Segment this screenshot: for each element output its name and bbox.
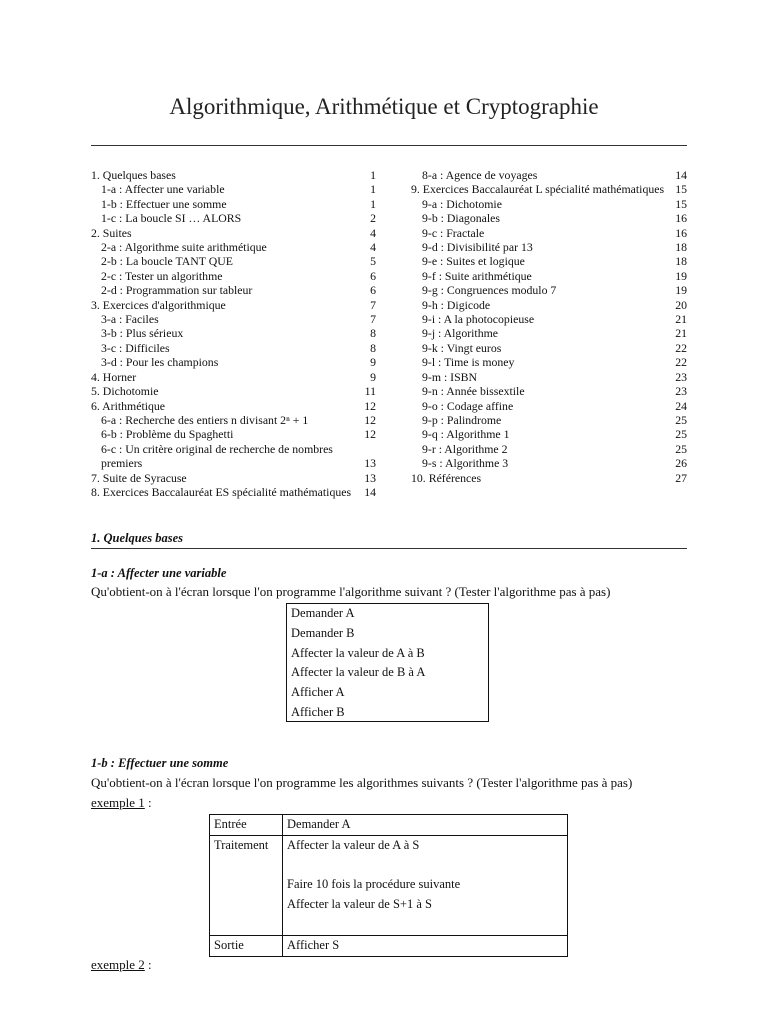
toc-entry-label: 2-b : La boucle TANT QUE bbox=[101, 254, 233, 269]
algorithm-box-1a bbox=[286, 603, 489, 722]
toc-entry-label: 7. Suite de Syracuse bbox=[91, 470, 187, 485]
toc-entry[interactable] bbox=[91, 326, 376, 340]
toc-entry[interactable] bbox=[411, 240, 687, 254]
toc-entry-page: 1 bbox=[370, 182, 376, 197]
toc-entry[interactable] bbox=[411, 298, 687, 312]
algo-line: Affecter la valeur de B à A bbox=[291, 665, 426, 680]
toc-entry-label: 9-h : Digicode bbox=[422, 297, 491, 312]
toc-entry-label: 9-o : Codage affine bbox=[422, 398, 514, 413]
toc-entry[interactable] bbox=[411, 197, 687, 211]
toc-entry-page: 7 bbox=[370, 297, 376, 312]
toc-entry[interactable] bbox=[91, 370, 376, 384]
toc-entry[interactable] bbox=[91, 355, 376, 369]
algo-line: Demander A bbox=[291, 606, 355, 620]
toc-entry-label: 3-c : Difficiles bbox=[101, 340, 170, 355]
page-title: Algorithmique, Arithmétique et Cryptographie bbox=[169, 94, 599, 119]
toc-entry-label: 9-m : ISBN bbox=[422, 369, 478, 384]
toc-entry-page: 16 bbox=[675, 225, 687, 240]
traitement-line: Affecter la valeur de S+1 à S bbox=[287, 897, 432, 912]
toc-entry-page: 25 bbox=[675, 427, 687, 442]
toc-entry-page: 4 bbox=[370, 225, 376, 240]
toc-entry-page: 9 bbox=[370, 355, 376, 370]
toc-entry[interactable] bbox=[411, 312, 687, 326]
toc-entry[interactable] bbox=[91, 427, 376, 441]
section-heading-quelques-bases: 1. Quelques bases bbox=[91, 531, 184, 545]
toc-entry[interactable] bbox=[411, 326, 687, 340]
toc-entry[interactable] bbox=[91, 413, 376, 427]
sortie-label: Sortie bbox=[210, 935, 283, 956]
toc-entry[interactable] bbox=[91, 485, 376, 499]
toc-entry-label: 2. Suites bbox=[91, 225, 132, 240]
toc-entry-label: 9-d : Divisibilité par 13 bbox=[422, 240, 533, 255]
algorithm-table-example-1 bbox=[209, 814, 568, 957]
toc-entry[interactable] bbox=[411, 254, 687, 268]
toc-entry-page: 1 bbox=[370, 196, 376, 211]
toc-entry[interactable] bbox=[91, 182, 376, 196]
toc-entry[interactable] bbox=[91, 384, 376, 398]
toc-entry-label: 9-a : Dichotomie bbox=[422, 196, 502, 211]
toc-entry[interactable] bbox=[91, 211, 376, 225]
toc-entry[interactable] bbox=[411, 427, 687, 441]
toc-entry-page: 1 bbox=[370, 168, 376, 182]
toc-entry[interactable] bbox=[91, 341, 376, 355]
toc-entry-page: 15 bbox=[675, 196, 687, 211]
question-1a: Qu'obtient-on à l'écran lorsque l'on programme l'algorithme suivant ? (Tester l'algorithme pas à pas) bbox=[91, 584, 611, 599]
toc-entry-label: 9-k : Vingt euros bbox=[422, 340, 502, 355]
toc-entry-label: 9-p : Palindrome bbox=[422, 412, 502, 427]
toc-entry-page: 13 bbox=[364, 456, 376, 471]
toc-entry-page: 21 bbox=[675, 312, 687, 327]
toc-entry-page: 27 bbox=[675, 470, 687, 485]
toc-entry[interactable] bbox=[411, 226, 687, 240]
toc-entry-label: 8-a : Agence de voyages bbox=[422, 168, 538, 182]
entree-value: Demander A bbox=[283, 815, 568, 836]
toc-entry-page: 9 bbox=[370, 369, 376, 384]
toc-entry[interactable] bbox=[411, 370, 687, 384]
toc-entry[interactable] bbox=[411, 413, 687, 427]
title-rule bbox=[91, 145, 687, 146]
toc-entry-page: 16 bbox=[675, 211, 687, 226]
toc-entry-label: 4. Horner bbox=[91, 369, 137, 384]
sortie-value: Afficher S bbox=[283, 935, 568, 956]
toc-right-column bbox=[411, 168, 687, 485]
toc-entry-label: 9-r : Algorithme 2 bbox=[422, 441, 508, 456]
toc-entry-label: 9-j : Algorithme bbox=[422, 326, 499, 341]
toc-entry-page: 12 bbox=[364, 412, 376, 427]
toc-entry-label: 10. Références bbox=[411, 470, 482, 485]
toc-entry-label: 9-l : Time is money bbox=[422, 355, 515, 370]
toc-entry[interactable] bbox=[91, 168, 376, 182]
toc-entry-label: 1-b : Effectuer une somme bbox=[101, 196, 227, 211]
toc-entry-label: 1. Quelques bases bbox=[91, 168, 176, 182]
toc-entry[interactable] bbox=[91, 399, 376, 413]
toc-entry-page: 5 bbox=[370, 254, 376, 269]
toc-entry[interactable] bbox=[411, 182, 687, 196]
toc-entry-label: 9. Exercices Baccalauréat L spécialité mathématiques bbox=[411, 182, 665, 197]
algo-line: Afficher B bbox=[291, 704, 345, 719]
toc-entry[interactable] bbox=[91, 312, 376, 326]
toc-entry[interactable] bbox=[91, 240, 376, 254]
toc-entry[interactable] bbox=[411, 456, 687, 470]
toc-entry-label: 6-a : Recherche des entiers n divisant 2ⁿ + 1 bbox=[101, 412, 309, 427]
question-1b: Qu'obtient-on à l'écran lorsque l'on programme les algorithmes suivants ? (Tester l'algorithme pas à pas) bbox=[91, 775, 633, 790]
toc-entry-label: 3-b : Plus sérieux bbox=[101, 326, 184, 341]
toc-entry-page: 12 bbox=[364, 427, 376, 442]
toc-entry-page: 15 bbox=[675, 182, 687, 197]
toc-entry-label: 9-c : Fractale bbox=[422, 225, 485, 240]
toc-entry-page: 25 bbox=[675, 441, 687, 456]
toc-entry[interactable] bbox=[91, 298, 376, 312]
toc-entry-label: 9-g : Congruences modulo 7 bbox=[422, 283, 557, 298]
toc-entry-page: 12 bbox=[364, 398, 376, 413]
algo-line: Afficher A bbox=[291, 685, 345, 700]
toc-entry[interactable] bbox=[91, 283, 376, 297]
toc-entry-page: 14 bbox=[364, 484, 376, 499]
toc-entry-page: 6 bbox=[370, 283, 376, 298]
toc-entry-label: 6-c : Un critère original de recherche de nombres premiers bbox=[101, 441, 333, 471]
toc-entry-page: 23 bbox=[675, 369, 687, 384]
toc-entry[interactable] bbox=[91, 442, 376, 471]
toc-entry-label: 9-b : Diagonales bbox=[422, 211, 500, 226]
toc-entry[interactable] bbox=[91, 226, 376, 240]
toc-entry-page: 19 bbox=[675, 268, 687, 283]
toc-entry-page: 24 bbox=[675, 398, 687, 413]
toc-entry[interactable] bbox=[91, 197, 376, 211]
toc-left-column bbox=[91, 168, 376, 499]
toc-entry-label: 3-a : Faciles bbox=[101, 312, 159, 327]
toc-entry-page: 25 bbox=[675, 412, 687, 427]
toc-entry-label: 2-c : Tester un algorithme bbox=[101, 268, 223, 283]
toc-entry-label: 5. Dichotomie bbox=[91, 384, 159, 399]
toc-entry-page: 2 bbox=[370, 211, 376, 226]
toc-entry-label: 9-f : Suite arithmétique bbox=[422, 268, 532, 283]
toc-entry-page: 19 bbox=[675, 283, 687, 298]
toc-entry[interactable] bbox=[91, 269, 376, 283]
toc-entry-label: 6-b : Problème du Spaghetti bbox=[101, 427, 234, 442]
traitement-value bbox=[283, 835, 568, 935]
example-2-label: exemple 2 : bbox=[91, 957, 152, 972]
toc-entry[interactable] bbox=[91, 254, 376, 268]
traitement-label: Traitement bbox=[210, 835, 283, 935]
algo-line: Affecter la valeur de A à B bbox=[291, 645, 425, 660]
toc-entry-label: 3. Exercices d'algorithmique bbox=[91, 297, 226, 312]
toc-entry-page: 22 bbox=[675, 355, 687, 370]
algo-line: Demander B bbox=[291, 625, 355, 640]
toc-entry[interactable] bbox=[411, 211, 687, 225]
toc-entry-label: 1-c : La boucle SI … ALORS bbox=[101, 211, 242, 226]
toc-entry-page: 23 bbox=[675, 384, 687, 399]
toc-entry-page: 14 bbox=[675, 168, 687, 182]
subsection-heading-effectuer-somme: 1-b : Effectuer une somme bbox=[91, 756, 229, 770]
section-rule bbox=[91, 548, 687, 549]
toc-entry-page: 4 bbox=[370, 240, 376, 255]
toc-entry[interactable] bbox=[411, 399, 687, 413]
toc-entry-page: 26 bbox=[675, 456, 687, 471]
toc-entry-page: 18 bbox=[675, 240, 687, 255]
toc-entry-page: 18 bbox=[675, 254, 687, 269]
toc-entry-label: 2-a : Algorithme suite arithmétique bbox=[101, 240, 267, 255]
toc-entry[interactable] bbox=[411, 168, 687, 182]
toc-entry-label: 1-a : Affecter une variable bbox=[101, 182, 225, 197]
toc-entry-page: 13 bbox=[364, 470, 376, 485]
toc-entry-page: 21 bbox=[675, 326, 687, 341]
toc-entry-label: 6. Arithmétique bbox=[91, 398, 166, 413]
entree-label: Entrée bbox=[210, 815, 283, 836]
toc-entry-label: 9-s : Algorithme 3 bbox=[422, 456, 509, 471]
toc-entry[interactable] bbox=[411, 269, 687, 283]
toc-entry-page: 7 bbox=[370, 312, 376, 327]
toc-entry-page: 6 bbox=[370, 268, 376, 283]
toc-entry-page: 20 bbox=[675, 297, 687, 312]
toc-entry-label: 8. Exercices Baccalauréat ES spécialité mathématiques bbox=[91, 484, 352, 499]
toc-entry-label: 9-n : Année bissextile bbox=[422, 384, 525, 399]
toc-entry[interactable] bbox=[411, 283, 687, 297]
example-1-label: exemple 1 : bbox=[91, 795, 152, 810]
toc-entry-page: 22 bbox=[675, 340, 687, 355]
toc-entry[interactable] bbox=[411, 442, 687, 456]
toc-entry-label: 9-i : A la photocopieuse bbox=[422, 312, 535, 327]
toc-entry[interactable] bbox=[411, 471, 687, 485]
traitement-line: Faire 10 fois la procédure suivante bbox=[287, 877, 461, 892]
toc-entry-page: 11 bbox=[364, 384, 376, 399]
toc-entry-label: 3-d : Pour les champions bbox=[101, 355, 219, 370]
subsection-heading-affecter-variable: 1-a : Affecter une variable bbox=[91, 566, 227, 580]
toc-entry[interactable] bbox=[411, 355, 687, 369]
toc-entry[interactable] bbox=[91, 471, 376, 485]
toc-entry[interactable] bbox=[411, 384, 687, 398]
toc-entry-label: 9-e : Suites et logique bbox=[422, 254, 525, 269]
toc-entry-page: 8 bbox=[370, 326, 376, 341]
toc-entry-label: 2-d : Programmation sur tableur bbox=[101, 283, 253, 298]
toc-entry[interactable] bbox=[411, 341, 687, 355]
toc-entry-page: 8 bbox=[370, 340, 376, 355]
traitement-line: Affecter la valeur de A à S bbox=[287, 837, 420, 852]
toc-entry-label: 9-q : Algorithme 1 bbox=[422, 427, 510, 442]
